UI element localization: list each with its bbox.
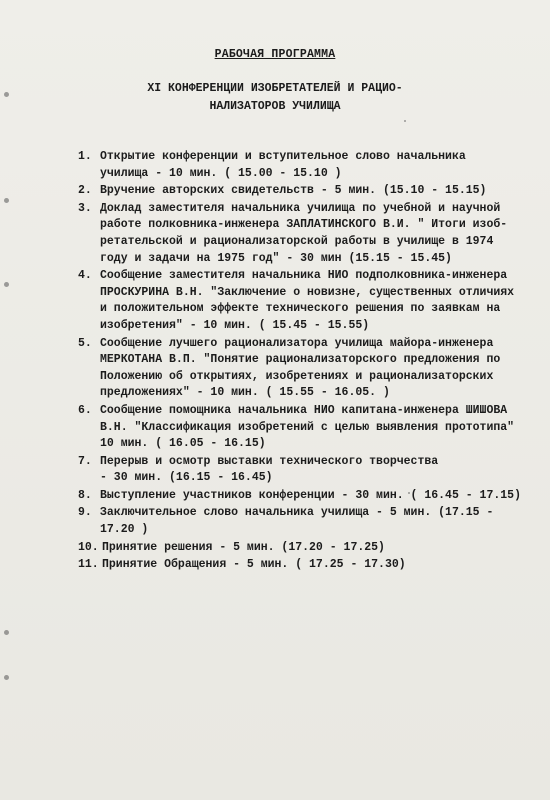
- item-number: 5.: [78, 336, 92, 350]
- item-number: 2.: [78, 184, 92, 198]
- item-text: Вручение авторских свидетельств - 5 мин. (15.10 - 15.15): [100, 184, 487, 198]
- program-item: [78, 268, 548, 334]
- speck: [404, 120, 406, 122]
- item-number: 7.: [78, 454, 92, 468]
- item-text: Открытие конференции и вступительное слово начальника училища - 10 мин. ( 15.00 - 15.10 ): [100, 150, 466, 180]
- program-item: [78, 488, 548, 505]
- item-number: 6.: [78, 403, 92, 417]
- program-item: [78, 505, 548, 538]
- item-text: Сообщение помощника начальника НИО капитана-инженера ШИШОВА В.Н. "Классификация изобретений с целью выявления прототипа" 10 мин. ( 16.05 - 16.15): [100, 403, 515, 451]
- document-subtitle-line2: НАЛИЗАТОРОВ УЧИЛИЩА: [209, 100, 341, 113]
- program-item: [78, 557, 548, 574]
- program-item: [78, 149, 548, 182]
- program-list: [78, 149, 548, 575]
- item-number: 3.: [78, 201, 92, 215]
- item-text: Доклад заместителя начальника училища по учебной и научной работе полковника-инженера ЗАПЛАТИНСКОГО В.И. " Итоги изоб- ретательской и рационализаторской работы в училище в 1974 году и задачи на 1975 год" - 30 мин (15.15 - 15.45): [100, 201, 508, 265]
- item-text: Сообщение заместителя начальника НИО подполковника-инженера ПРОСКУРИНА В.Н. "Заключение о новизне, существенных отличиях и положительном эффекте технического решения по заявкам на изобретения" - 10 мин. ( 15.45 - 15.55): [100, 269, 515, 332]
- margin-mark: [4, 630, 9, 635]
- document-title: РАБОЧАЯ ПРОГРАММА: [214, 48, 336, 61]
- item-number: 4.: [78, 269, 92, 283]
- item-number: 10.: [78, 540, 99, 554]
- margin-mark: [4, 198, 9, 203]
- item-text: Сообщение лучшего рационализатора училища майора-инженера МЕРКОТАНА В.П. "Понятие рационализаторского предложения по Положению об открытиях, изобретениях и рационализаторских предложениях" - 10 мин. ( 15.55 - 16.05. ): [100, 336, 501, 400]
- program-item: [78, 201, 548, 267]
- program-item: [78, 336, 548, 402]
- program-item: [78, 454, 548, 487]
- item-number: 11.: [78, 558, 99, 572]
- margin-mark: [4, 675, 9, 680]
- item-number: 9.: [78, 506, 92, 520]
- document-subtitle-line1: XI КОНФЕРЕНЦИИ ИЗОБРЕТАТЕЛЕЙ И РАЦИО-: [147, 82, 403, 95]
- item-text: Принятие решения - 5 мин. (17.20 - 17.25): [102, 540, 385, 554]
- item-text: Перерыв и осмотр выставки технического творчества - 30 мин. (16.15 - 16.45): [100, 454, 439, 485]
- item-number: 8.: [78, 488, 92, 502]
- program-item: [78, 183, 548, 200]
- item-number: 1.: [78, 150, 92, 163]
- program-item: [78, 540, 548, 557]
- item-text: Принятие Обращения - 5 мин. ( 17.25 - 17.30): [102, 558, 406, 572]
- program-item: [78, 403, 548, 453]
- margin-mark: [4, 282, 9, 287]
- item-text: Заключительное слово начальника училища - 5 мин. (17.15 - 17.20 ): [100, 506, 494, 537]
- item-text: Выступление участников конференции - 30 мин. ( 16.45 - 17.15): [100, 488, 521, 502]
